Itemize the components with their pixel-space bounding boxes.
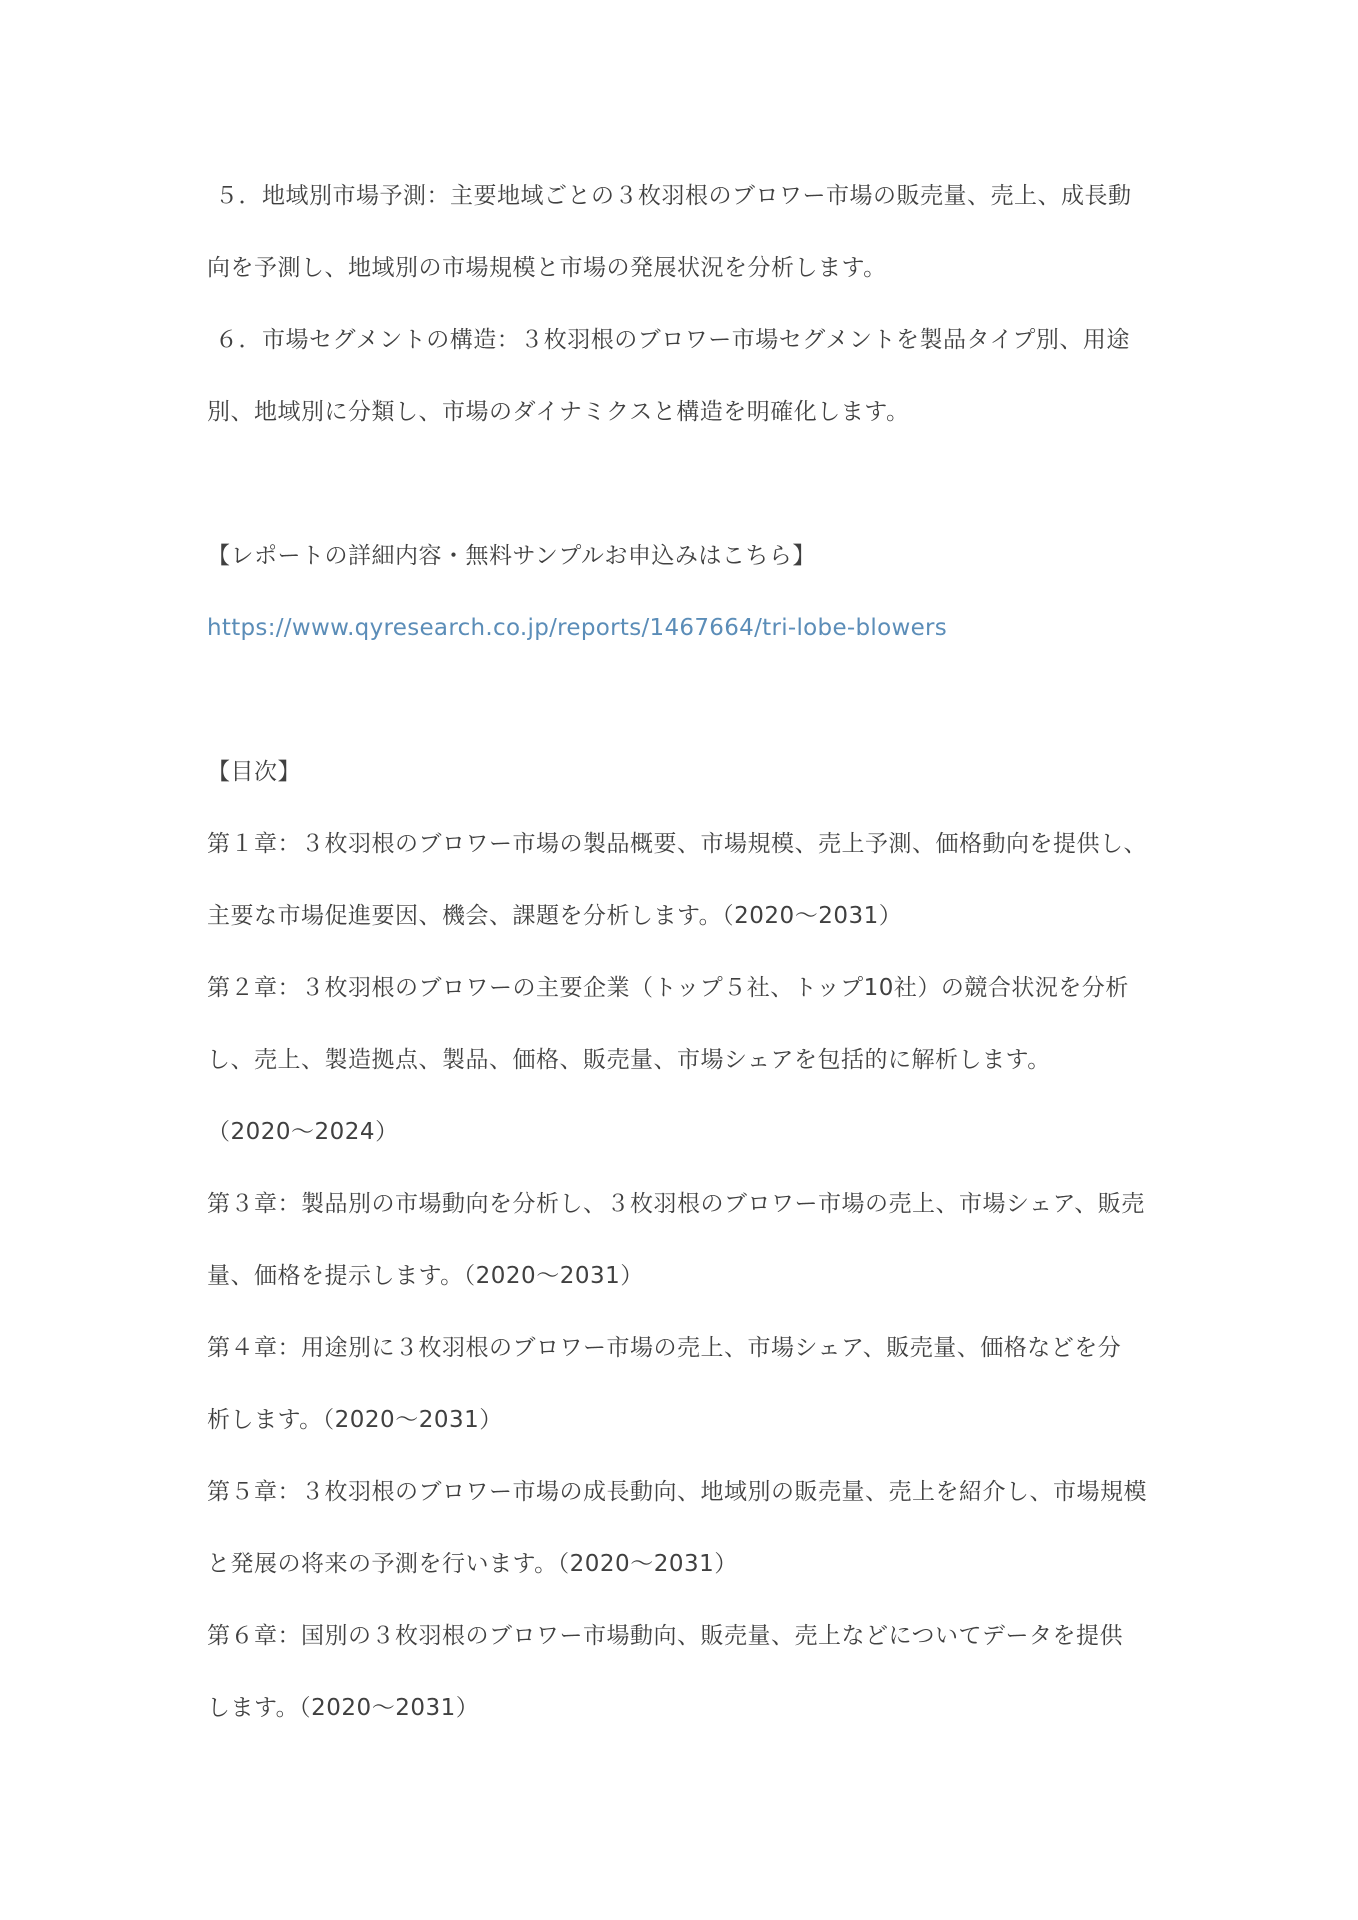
report-link[interactable]: https://www.qyresearch.co.jp/reports/1467664/tri-lobe-blowers (207, 615, 948, 641)
toc-chapter6-line1: 第６章：国別の３枚羽根のブロワー市場動向、販売量、売上などについてデータを提供 (207, 1623, 1124, 1649)
section5-line1: ５．地域別市場予測：主要地域ごとの３枚羽根のブロワー市場の販売量、売上、成長動 (215, 183, 1132, 209)
toc-chapter2-line2: し、売上、製造拠点、製品、価格、販売量、市場シェアを包括的に解析します。 (207, 1047, 1051, 1073)
toc-chapter5-line2: と発展の将来の予測を行います。（2020～2031） (207, 1551, 738, 1577)
toc-chapter4-line2: 析します。（2020～2031） (207, 1407, 503, 1433)
toc-chapter5-line1: 第５章：３枚羽根のブロワー市場の成長動向、地域別の販売量、売上を紹介し、市場規模 (207, 1479, 1147, 1505)
toc-chapter1-line2: 主要な市場促進要因、機会、課題を分析します。（2020～2031） (207, 903, 903, 929)
toc-chapter1-line1: 第１章：３枚羽根のブロワー市場の製品概要、市場規模、売上予測、価格動向を提供し、 (207, 831, 1147, 857)
toc-chapter3-line1: 第３章：製品別の市場動向を分析し、３枚羽根のブロワー市場の売上、市場シェア、販売 (207, 1191, 1145, 1217)
toc-chapter6-line2: します。（2020～2031） (207, 1695, 480, 1721)
toc-chapter4-line1: 第４章：用途別に３枚羽根のブロワー市場の売上、市場シェア、販売量、価格などを分 (207, 1335, 1122, 1361)
toc-chapter2-line3: （2020～2024） (207, 1119, 399, 1145)
toc-chapter3-line2: 量、価格を提示します。（2020～2031） (207, 1263, 644, 1289)
section6-line2: 別、地域別に分類し、市場のダイナミクスと構造を明確化します。 (207, 399, 910, 425)
section5-line2: 向を予測し、地域別の市場規模と市場の発展状況を分析します。 (207, 255, 887, 281)
toc-chapter2-line1: 第２章：３枚羽根のブロワーの主要企業（トップ５社、トップ10社）の競合状況を分析 (207, 975, 1129, 1001)
report-heading: 【レポートの詳細内容・無料サンプルお申込みはこちら】 (207, 543, 816, 569)
section6-line1: ６．市場セグメントの構造：３枚羽根のブロワー市場セグメントを製品タイプ別、用途 (215, 327, 1130, 353)
toc-heading: 【目次】 (207, 759, 301, 785)
